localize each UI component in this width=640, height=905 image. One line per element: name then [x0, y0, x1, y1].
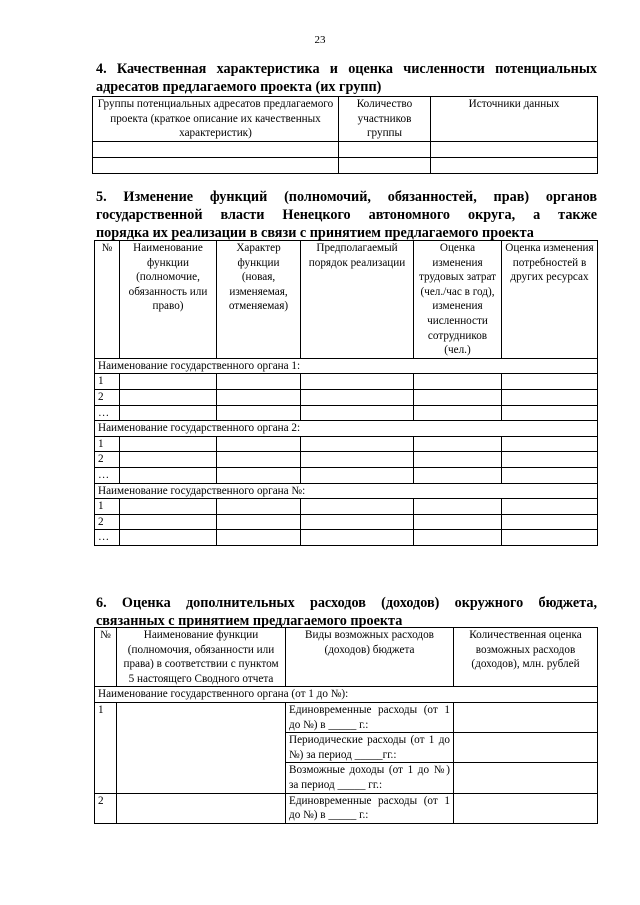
section-5-table — [94, 240, 598, 546]
section-5-heading-line-1: 5. Изменение функций (полномочий, обязанностей, прав) органов — [96, 189, 597, 205]
column-header-number: № — [95, 628, 117, 687]
table-cell — [117, 702, 286, 793]
section-4-heading — [96, 60, 597, 96]
column-header-procedure: Предполагаемый порядок реализации — [301, 241, 414, 359]
section-6-heading — [96, 594, 597, 630]
section-4-heading-line-1: 4. Качественная характеристика и оценка численности потенциальных — [96, 61, 597, 77]
row-number: 1 — [95, 436, 120, 452]
section-6-heading-line-1: 6. Оценка дополнительных расходов (доходов) окружного бюджета, — [96, 595, 597, 611]
table-row — [95, 374, 598, 390]
group-header-row — [95, 687, 598, 703]
section-5-heading-line-3: порядка их реализации в связи с принятием предлагаемого проекта — [96, 225, 534, 241]
table-row — [95, 530, 598, 546]
column-header-other-resources: Оценка изменения потребностей в других ресурсах — [502, 241, 598, 359]
table-row — [95, 452, 598, 468]
table-row — [95, 514, 598, 530]
row-number: 2 — [95, 514, 120, 530]
possible-income: Возможные доходы (от 1 до №) за период _____ гг.: — [286, 763, 454, 793]
column-header-quantitative-estimate: Количественная оценка возможных расходов (доходов), млн. рублей — [454, 628, 598, 687]
row-number: 1 — [95, 374, 120, 390]
periodic-expenses: Периодические расходы (от 1 до №) за период _____гг.: — [286, 733, 454, 763]
table-cell — [431, 141, 598, 157]
row-number: 1 — [95, 702, 117, 793]
table-cell — [454, 733, 598, 763]
group-label: Наименование государственного органа (от 1 до №): — [95, 687, 598, 703]
table-row — [95, 793, 598, 823]
section-6-table — [94, 627, 598, 824]
table-header-row — [95, 241, 598, 359]
section-4-heading-line-2: адресатов предлагаемого проекта (их групп) — [96, 79, 382, 95]
section-4-table — [92, 96, 598, 174]
table-cell — [339, 141, 431, 157]
row-number: 1 — [95, 499, 120, 515]
table-header-row — [95, 628, 598, 687]
group-header-row — [95, 421, 598, 437]
table-header-row — [93, 97, 598, 142]
column-header-labor-costs: Оценка изменения трудовых затрат (чел./час в год), изменения численности сотрудников (чел.) — [414, 241, 502, 359]
table-row — [95, 702, 598, 732]
column-header-groups: Группы потенциальных адресатов предлагаемого проекта (краткое описание их качественных характеристик) — [93, 97, 339, 142]
table-cell — [339, 157, 431, 173]
table-cell — [431, 157, 598, 173]
page-number: 23 — [314, 34, 326, 46]
row-number: 2 — [95, 389, 120, 405]
row-number: 2 — [95, 793, 117, 823]
row-number: … — [95, 530, 120, 546]
table-row — [95, 405, 598, 421]
row-number: … — [95, 467, 120, 483]
table-row — [95, 436, 598, 452]
table-row — [95, 467, 598, 483]
group-label: Наименование государственного органа №: — [95, 483, 598, 499]
section-5-heading-line-2: государственной власти Ненецкого автономного округа, а также — [96, 207, 597, 223]
one-time-expenses: Единовременные расходы (от 1 до №) в _____ г.: — [286, 793, 454, 823]
column-header-expense-types: Виды возможных расходов (доходов) бюджета — [286, 628, 454, 687]
column-header-sources: Источники данных — [431, 97, 598, 142]
group-label: Наименование государственного органа 2: — [95, 421, 598, 437]
column-header-count: Количество участников группы — [339, 97, 431, 142]
row-number: 2 — [95, 452, 120, 468]
table-cell — [93, 141, 339, 157]
table-cell — [117, 793, 286, 823]
group-header-row — [95, 358, 598, 374]
column-header-function-name: Наименование функции (полномочие, обязанность или право) — [120, 241, 217, 359]
row-number: … — [95, 405, 120, 421]
column-header-function-name: Наименование функции (полномочия, обязанности или права) в соответствии с пунктом 5 настоящего Сводного отчета — [117, 628, 286, 687]
one-time-expenses: Единовременные расходы (от 1 до №) в _____ г.: — [286, 702, 454, 732]
section-6-heading-line-2: связанных с принятием предлагаемого проекта — [96, 613, 403, 629]
table-row — [93, 141, 598, 157]
group-header-row — [95, 483, 598, 499]
table-row — [93, 157, 598, 173]
table-cell — [454, 763, 598, 793]
table-cell — [93, 157, 339, 173]
section-5-heading — [96, 188, 597, 242]
column-header-function-type: Характер функции (новая, изменяемая, отменяемая) — [217, 241, 301, 359]
column-header-number: № — [95, 241, 120, 359]
table-row — [95, 499, 598, 515]
table-cell — [454, 793, 598, 823]
group-label: Наименование государственного органа 1: — [95, 358, 598, 374]
table-cell — [454, 702, 598, 732]
table-row — [95, 389, 598, 405]
